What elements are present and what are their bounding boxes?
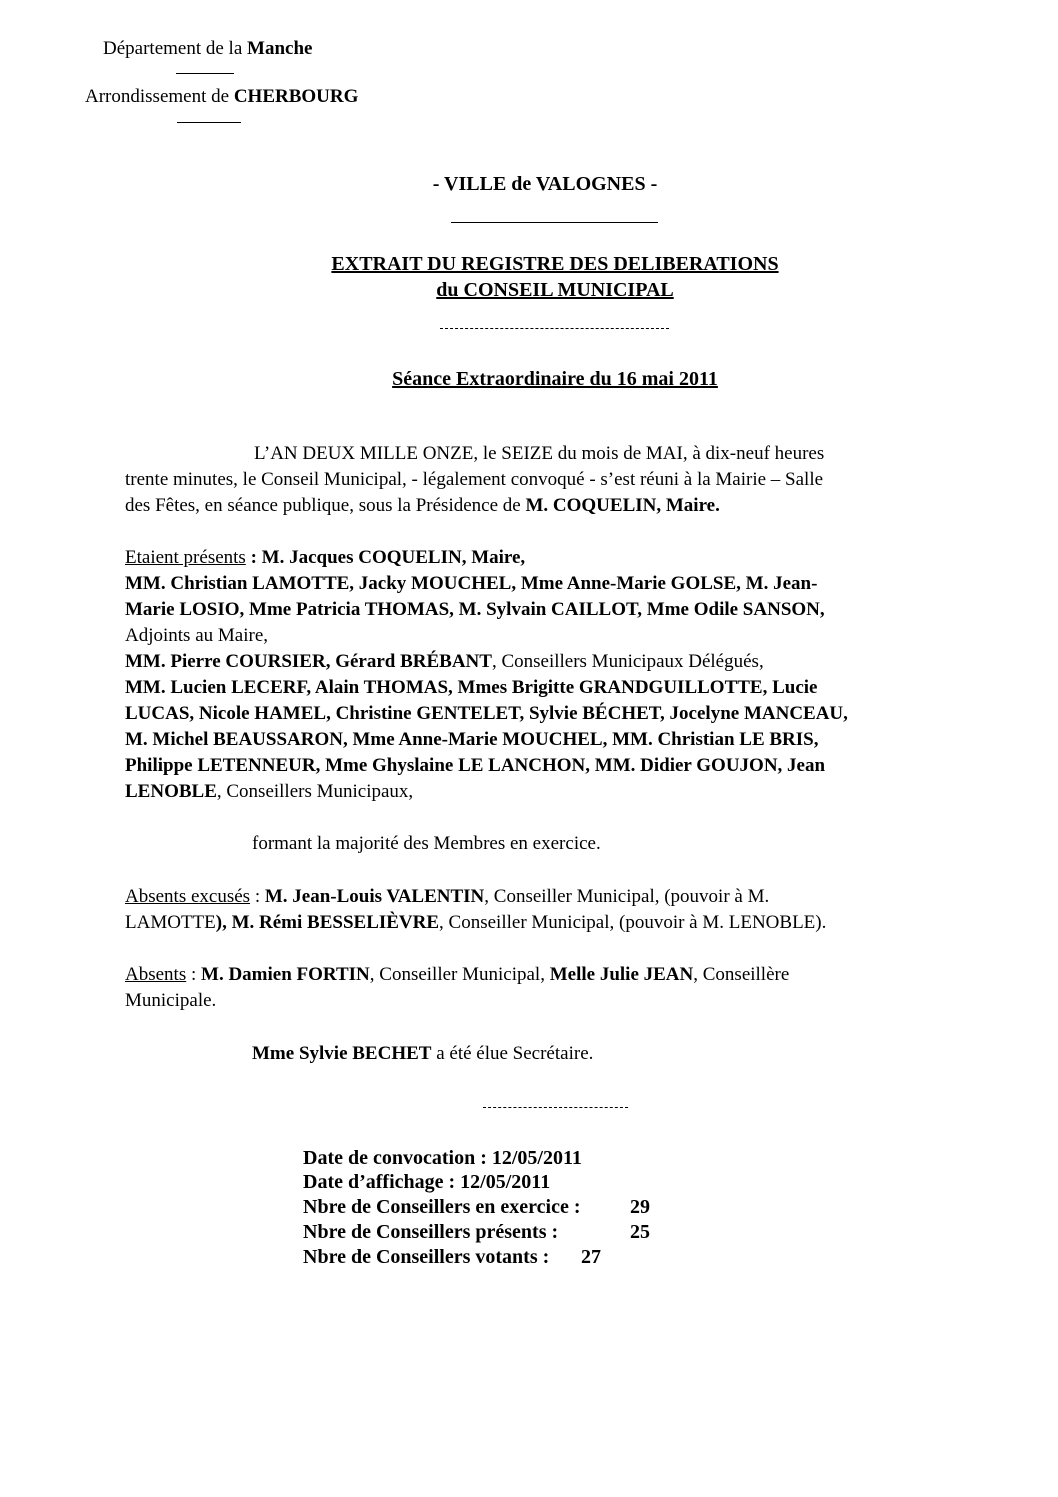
excuse-role-1: , Conseiller Municipal, (pouvoir à M.	[484, 886, 770, 907]
date-convocation: Date de convocation : 12/05/2011	[303, 1147, 582, 1169]
header-divider-2	[177, 122, 241, 123]
secretaire-role: a été élue Secrétaire.	[431, 1043, 594, 1064]
presents-sep: :	[245, 547, 262, 568]
date-affichage: Date d’affichage : 12/05/2011	[303, 1171, 551, 1193]
conseillers-exercice-label: Nbre de Conseillers en exercice :	[303, 1196, 581, 1218]
header-divider-1	[176, 73, 234, 74]
presents-line-5	[125, 649, 764, 675]
presents-line-6: MM. Lucien LECERF, Alain THOMAS, Mmes Brigitte GRANDGUILLOTTE, Lucie	[125, 677, 818, 698]
presents-line-7: LUCAS, Nicole HAMEL, Christine GENTELET, Sylvie BÉCHET, Jocelyne MANCEAU,	[125, 703, 848, 724]
excuse-name-2: ), M. Rémi BESSELIÈVRE	[215, 912, 440, 933]
presents-line-3: Marie LOSIO, Mme Patricia THOMAS, M. Sylvain CAILLOT, Mme Odile SANSON,	[125, 599, 825, 620]
arrondissement-line	[85, 86, 358, 108]
absent-role-2: , Conseillère	[693, 964, 790, 985]
departement-prefix: Département de la	[103, 38, 248, 59]
intro-line-2: trente minutes, le Conseil Municipal, - légalement convoqué - s’est réuni à la Mairie – Salle	[125, 469, 824, 490]
intro-line-3-text: des Fêtes, en séance publique, sous la Présidence de	[125, 495, 526, 516]
conseillers-presents-label: Nbre de Conseillers présents :	[303, 1221, 559, 1243]
departement-line	[103, 38, 312, 60]
conseillers-delegues-names: MM. Pierre COURSIER, Gérard BRÉBANT	[125, 651, 492, 672]
presents-line-9: Philippe LETENNEUR, Mme Ghyslaine LE LANCHON, MM. Didier GOUJON, Jean	[125, 755, 826, 776]
excuses-label: Absents excusés	[125, 886, 251, 907]
absent-name-1: M. Damien FORTIN	[201, 964, 370, 985]
secretaire-name: Mme Sylvie BECHET	[252, 1043, 432, 1064]
intro-line-3	[125, 493, 720, 519]
excuses-line-2	[125, 910, 826, 936]
presents-line-2: MM. Christian LAMOTTE, Jacky MOUCHEL, Mme Anne-Marie GOLSE, M. Jean-	[125, 573, 818, 594]
excuse-name-1: M. Jean-Louis VALENTIN	[264, 886, 485, 907]
arrondissement-name: CHERBOURG	[233, 86, 359, 107]
absents-sep: :	[186, 964, 202, 985]
extrait-title-line2: du CONSEIL MUNICIPAL	[436, 279, 674, 301]
absents-line-2: Municipale.	[125, 990, 217, 1011]
extrait-title-line1: EXTRAIT DU REGISTRE DES DELIBERATIONS	[331, 253, 779, 275]
excuses-sep: :	[250, 886, 265, 907]
departement-name: Manche	[247, 38, 313, 59]
presents-line-10	[125, 779, 413, 805]
arrondissement-prefix: Arrondissement de	[85, 86, 234, 107]
conseillers-votants-value: 27	[581, 1246, 601, 1268]
ville-title: - VILLE de VALOGNES -	[432, 173, 658, 195]
stats-dashed-divider	[483, 1107, 628, 1108]
excuse-role-2: , Conseiller Municipal, (pouvoir à M. LENOBLE).	[439, 912, 827, 933]
presents-line-4: Adjoints au Maire,	[125, 625, 269, 646]
absents-label: Absents	[125, 964, 187, 985]
seance-title: Séance Extraordinaire du 16 mai 2011	[392, 368, 718, 390]
absent-name-2: Melle Julie JEAN	[549, 964, 694, 985]
presents-maire: M. Jacques COQUELIN, Maire,	[261, 547, 526, 568]
conseillers-votants-label: Nbre de Conseillers votants :	[303, 1246, 550, 1268]
presents-line-8: M. Michel BEAUSSARON, Mme Anne-Marie MOUCHEL, MM. Christian LE BRIS,	[125, 729, 819, 750]
presents-last-role: , Conseillers Municipaux,	[216, 781, 414, 802]
conseillers-delegues-role: , Conseillers Municipaux Délégués,	[491, 651, 764, 672]
absents-line-1	[125, 962, 789, 988]
ville-underline	[451, 222, 658, 223]
conseillers-exercice-value: 29	[630, 1196, 650, 1218]
president-name: M. COQUELIN, Maire.	[525, 495, 720, 516]
title-dashed-divider	[440, 328, 669, 329]
presents-line-1	[125, 545, 525, 571]
conseillers-presents-value: 25	[630, 1221, 650, 1243]
secretaire-line	[252, 1041, 593, 1067]
intro-line-1: L’AN DEUX MILLE ONZE, le SEIZE du mois de MAI, à dix-neuf heures	[254, 443, 825, 464]
absent-role-1: , Conseiller Municipal,	[369, 964, 550, 985]
excuses-line-1	[125, 884, 769, 910]
majorite-line: formant la majorité des Membres en exercice.	[252, 833, 601, 854]
presents-last-name: LENOBLE	[125, 781, 217, 802]
presents-label: Etaient présents	[125, 547, 246, 568]
excuse-pouvoir-1: LAMOTTE	[125, 912, 216, 933]
